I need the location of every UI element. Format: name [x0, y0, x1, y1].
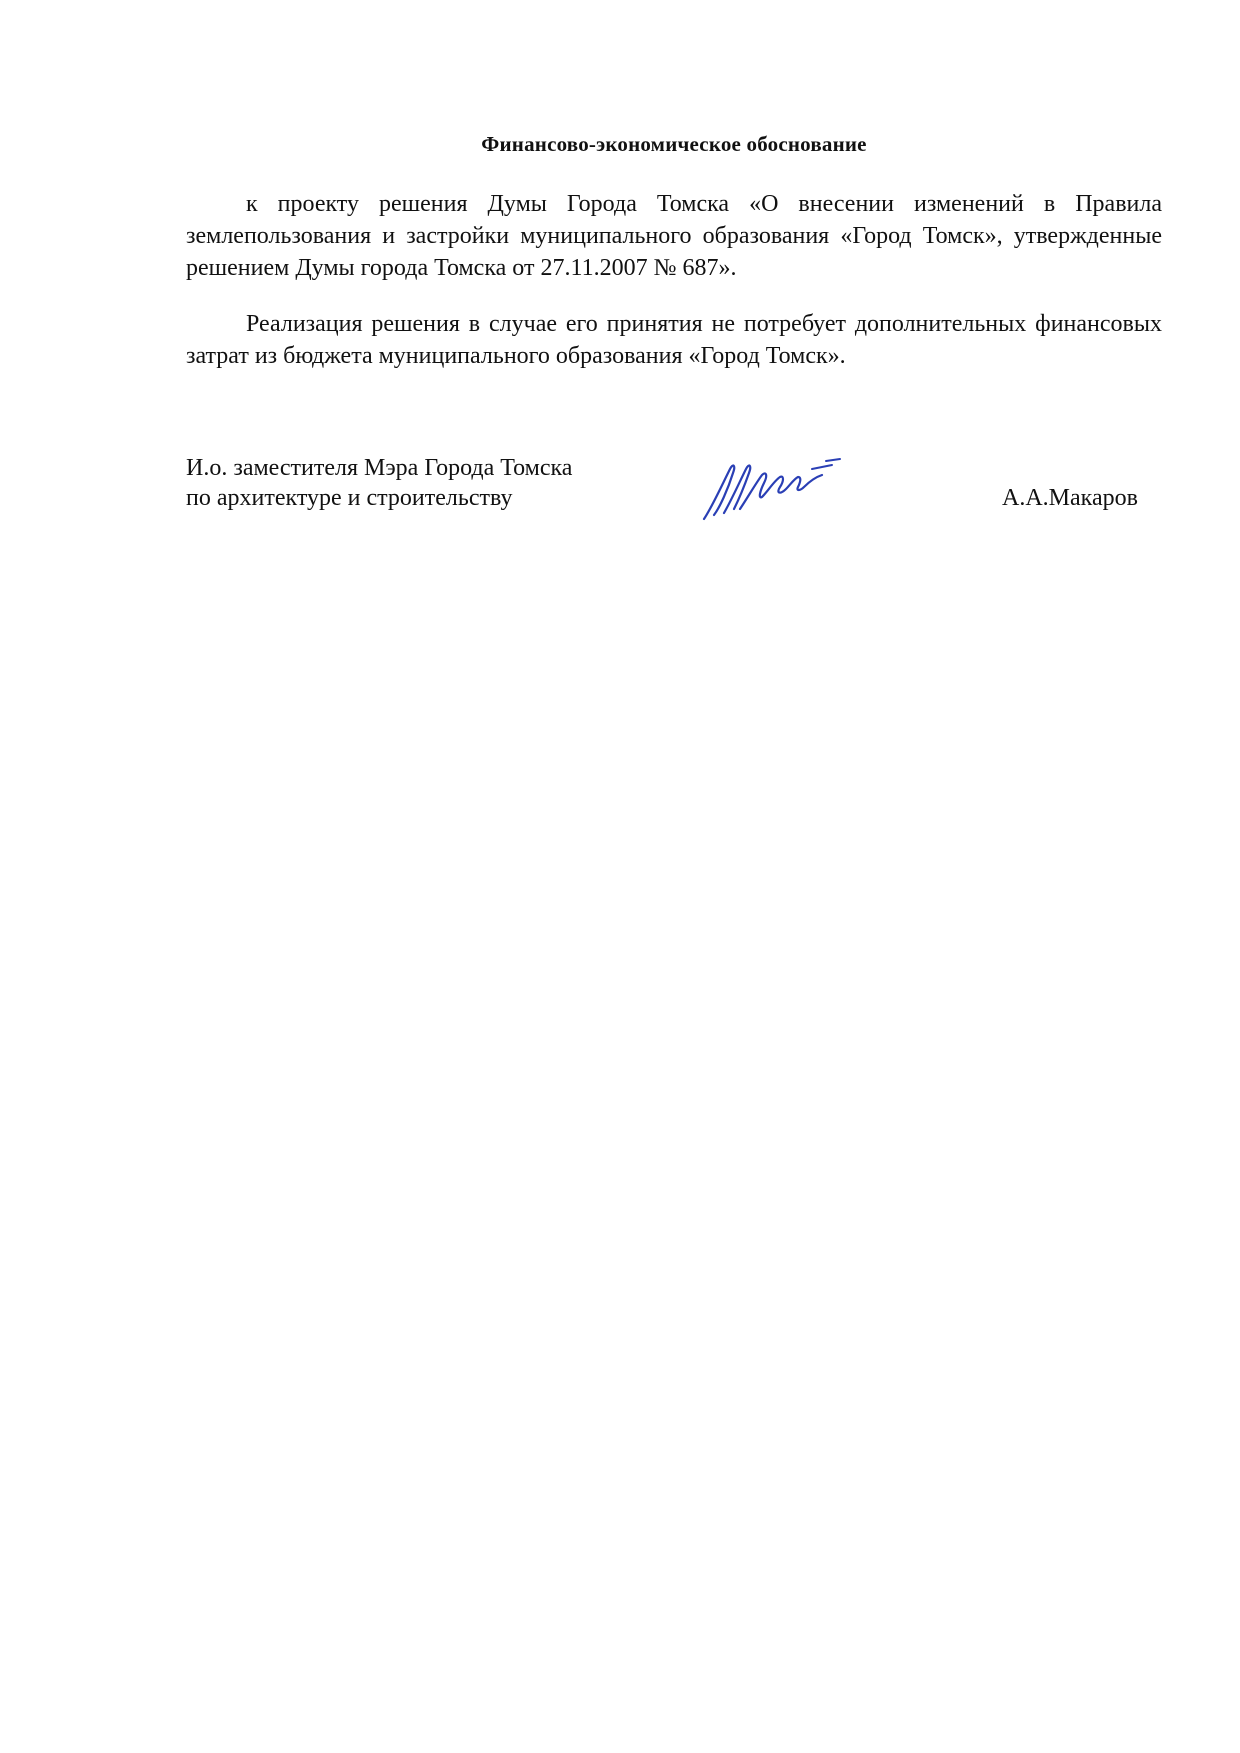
- paragraph-project-reference: к проекту решения Думы Города Томска «О внесении изменений в Правила землепользования и застройки муниципального образования «Город Томск», утвержденные решением Думы города Томска от 27.11.2007 № 687».: [186, 191, 1162, 281]
- signatory-position: [186, 453, 572, 513]
- paragraph-financial-impact: Реализация решения в случае его принятия не потребует дополнительных финансовых затрат из бюджета муниципального образования «Город Томск».: [186, 311, 1162, 369]
- document-title: Финансово-экономическое обоснование: [481, 132, 867, 156]
- signatory-position-line-2: по архитектуре и строительству: [186, 485, 513, 511]
- handwritten-signature-icon: [700, 455, 850, 525]
- signatory-position-line-1: И.о. заместителя Мэра Города Томска: [186, 455, 573, 481]
- signatory-name: А.А.Макаров: [1002, 485, 1138, 511]
